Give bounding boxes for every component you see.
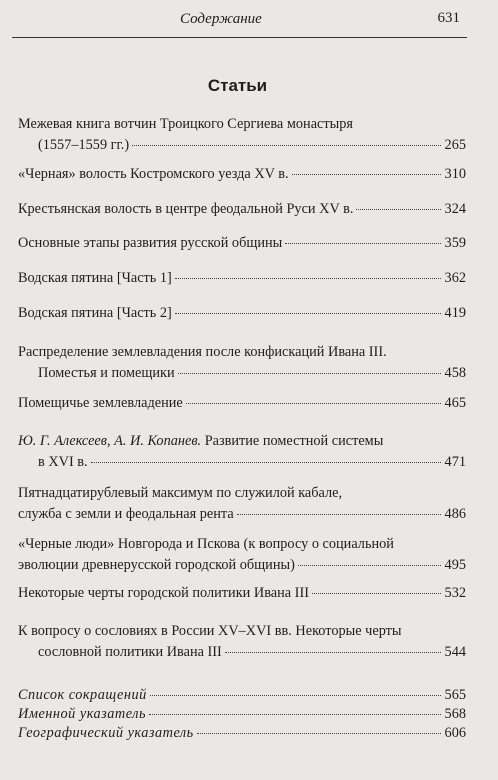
back-matter-page: 606: [444, 725, 466, 741]
back-matter-page: 568: [444, 706, 466, 722]
toc-entry: [18, 393, 466, 414]
dot-leader: [312, 593, 441, 594]
entry-title-line: «Черные люди» Новгорода и Пскова (к вопросу о социальной: [18, 536, 394, 552]
entry-title-line: Развитие поместной системы: [204, 433, 384, 449]
entry-title-line: (1557–1559 гг.): [38, 137, 130, 153]
entry-authors: Ю. Г. Алексеев, А. И. Копанев.: [18, 433, 202, 449]
entry-page-number: 465: [444, 395, 466, 411]
running-head-title: Содержание: [180, 11, 262, 27]
entry-title-line: сословной политики Ивана III: [38, 644, 222, 660]
toc-entry: [18, 583, 466, 604]
entry-page-number: 544: [444, 644, 466, 660]
entry-title-line: «Черная» волость Костромского уезда XV в.: [18, 166, 289, 182]
entry-page-number: 495: [444, 557, 466, 573]
toc-entry: [18, 199, 466, 220]
dot-leader: [237, 514, 441, 515]
entry-page-number: 324: [444, 201, 466, 217]
dot-leader: [225, 652, 441, 653]
dot-leader: [178, 373, 441, 374]
entry-title-line: Водская пятина [Часть 1]: [18, 270, 172, 286]
dot-leader: [91, 462, 441, 463]
entry-title-line: Некоторые черты городской политики Ивана III: [18, 585, 309, 601]
dot-leader: [132, 145, 441, 146]
entry-title-line: Основные этапы развития русской общины: [18, 235, 283, 251]
toc-entry: [18, 114, 466, 156]
entry-title-line: в XVI в.: [38, 454, 88, 470]
entry-page-number: 265: [444, 137, 466, 153]
entry-title-line: Помещичье землевладение: [18, 395, 183, 411]
dot-leader: [175, 278, 441, 279]
dot-leader: [292, 174, 441, 175]
dot-leader: [356, 209, 441, 210]
toc-entry: [18, 621, 466, 663]
entry-page-number: 362: [444, 270, 466, 286]
toc-entry: [18, 534, 466, 576]
header-rule: [12, 37, 467, 38]
entry-title-line: Водская пятина [Часть 2]: [18, 305, 172, 321]
entry-page-number: 532: [444, 585, 466, 601]
dot-leader: [285, 243, 441, 244]
entry-page-number: 359: [444, 235, 466, 251]
dot-leader: [197, 733, 441, 734]
dot-leader: [149, 714, 441, 715]
back-matter-title: Географический указатель: [18, 725, 194, 741]
entry-title-line: служба с земли и феодальная рента: [18, 506, 234, 522]
toc-entry: [18, 303, 466, 324]
section-title: Статьи: [207, 76, 268, 95]
back-matter: [18, 686, 466, 743]
toc-entry: [18, 268, 466, 289]
dot-leader: [150, 695, 441, 696]
entry-title-line: Крестьянская волость в центре феодальной Руси XV в.: [18, 201, 354, 217]
running-header: [0, 0, 498, 34]
toc-entry: [18, 164, 466, 185]
toc-entry: [18, 431, 466, 473]
entry-title-line: Пятнадцатирублевый максимум по служилой кабале,: [18, 485, 343, 501]
dot-leader: [298, 565, 441, 566]
dot-leader: [186, 403, 441, 404]
entry-title-line: Межевая книга вотчин Троицкого Сергиева монастыря: [18, 116, 353, 132]
entry-page-number: 471: [444, 454, 466, 470]
entry-title-line: эволюции древнерусской городской общины): [18, 557, 295, 573]
entry-page-number: 486: [444, 506, 466, 522]
toc-entry: [18, 342, 466, 384]
back-matter-page: 565: [444, 687, 466, 703]
back-matter-title: Список сокращений: [18, 687, 147, 703]
entry-title-line: К вопросу о сословиях в России XV–XVI вв. Некоторые черты: [18, 623, 402, 639]
entry-title-line: Распределение землевладения после конфискаций Ивана III.: [18, 344, 387, 360]
entry-page-number: 458: [444, 365, 466, 381]
back-matter-title: Именной указатель: [18, 706, 146, 722]
entry-page-number: 310: [444, 166, 466, 182]
dot-leader: [175, 313, 441, 314]
toc-entry: [18, 483, 466, 525]
entry-page-number: 419: [444, 305, 466, 321]
page-number: 631: [437, 10, 460, 26]
entry-title-line: Поместья и помещики: [38, 365, 175, 381]
toc-entry: [18, 233, 466, 254]
